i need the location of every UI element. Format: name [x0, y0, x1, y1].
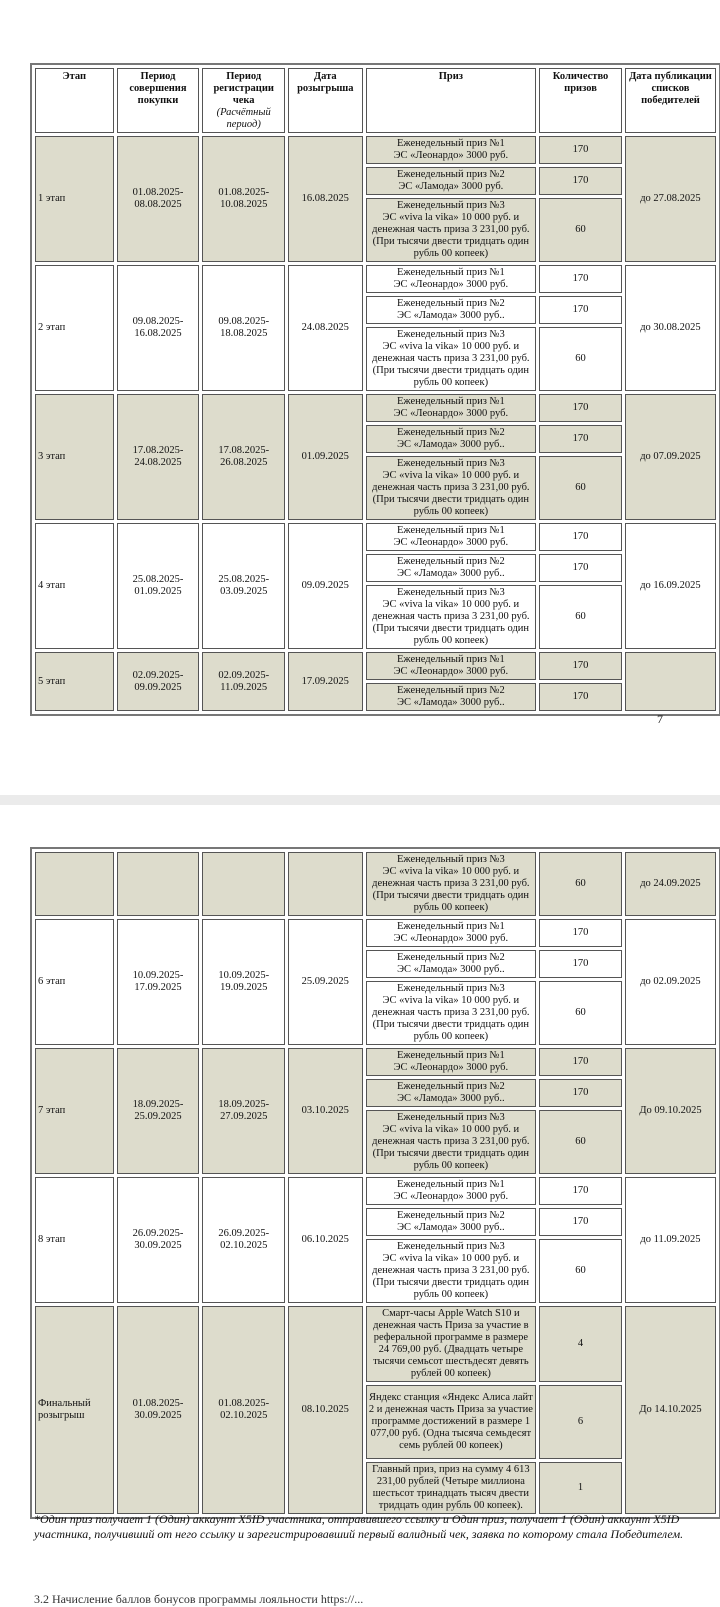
quantity-cell: 60 — [539, 852, 622, 916]
publication-date-cell: до 11.09.2025 — [625, 1177, 716, 1303]
prize-cell: Еженедельный приз №1 ЭС «Леонардо» 3000 руб. — [366, 394, 537, 422]
header-purchase-period: Период совершения покупки — [117, 68, 200, 133]
draw-date-cell: 24.08.2025 — [288, 265, 362, 391]
prize-cell: Еженедельный приз №3 ЭС «viva la vika» 10 000 руб. и денежная часть приза 3 231,00 руб. (При тысячи двести тридцать один рубль 00 копеек) — [366, 1110, 537, 1174]
header-check-period-label: Период регистрации чека — [213, 71, 274, 106]
prize-cell: Смарт-часы Apple Watch S10 и денежная часть Приза за участие в реферальной программе в размере 24 769,00 руб. (Двадцать четыре тысячи семьсот шестьдесят девять рублей 00 копеек) — [366, 1306, 537, 1382]
stage-cell: 2 этап — [35, 265, 114, 391]
table-row — [35, 1177, 716, 1205]
table-row — [35, 394, 716, 422]
table-row — [35, 1048, 716, 1076]
purchase-period-cell: 26.09.2025- 30.09.2025 — [117, 1177, 200, 1303]
quantity-cell: 170 — [539, 1048, 622, 1076]
prize-schedule-table — [30, 63, 720, 716]
publication-date-cell: до 02.09.2025 — [625, 919, 716, 1045]
quantity-cell: 170 — [539, 167, 622, 195]
table-row — [35, 652, 716, 680]
prize-cell: Еженедельный приз №3 ЭС «viva la vika» 10 000 руб. и денежная часть приза 3 231,00 руб. (При тысячи двести тридцать один рубль 00 копеек) — [366, 327, 537, 391]
next-section-line: 3.2 Начисление баллов бонусов программы лояльности https://... — [34, 1592, 364, 1606]
check-period-cell — [202, 852, 285, 916]
purchase-period-cell: 17.08.2025- 24.08.2025 — [117, 394, 200, 520]
prize-cell: Еженедельный приз №1 ЭС «Леонардо» 3000 руб. — [366, 136, 537, 164]
header-prize: Приз — [366, 68, 537, 133]
document-page-2 — [0, 805, 720, 1600]
table-header-row — [35, 68, 716, 133]
quantity-cell: 60 — [539, 198, 622, 262]
table-body — [35, 136, 716, 711]
quantity-cell: 60 — [539, 1239, 622, 1303]
prize-cell: Еженедельный приз №3 ЭС «viva la vika» 10 000 руб. и денежная часть приза 3 231,00 руб. (При тысячи двести тридцать один рубль 00 копеек) — [366, 981, 537, 1045]
prize-cell: Еженедельный приз №2 ЭС «Ламода» 3000 руб.. — [366, 950, 537, 978]
purchase-period-cell: 02.09.2025- 09.09.2025 — [117, 652, 200, 711]
page-separator — [0, 795, 720, 805]
purchase-period-cell: 10.09.2025- 17.09.2025 — [117, 919, 200, 1045]
quantity-cell: 170 — [539, 296, 622, 324]
quantity-cell: 60 — [539, 1110, 622, 1174]
stage-cell: 5 этап — [35, 652, 114, 711]
header-draw-date: Дата розыгрыша — [288, 68, 362, 133]
table-row — [35, 136, 716, 164]
prize-cell: Еженедельный приз №2 ЭС «Ламода» 3000 руб.. — [366, 1208, 537, 1236]
quantity-cell: 170 — [539, 683, 622, 711]
header-publication: Дата публикации списков победителей — [625, 68, 716, 133]
stage-cell: 8 этап — [35, 1177, 114, 1303]
table-body-continued — [35, 852, 716, 1514]
prize-cell: Еженедельный приз №1 ЭС «Леонардо» 3000 руб. — [366, 1048, 537, 1076]
draw-date-cell: 01.09.2025 — [288, 394, 362, 520]
table-row — [35, 265, 716, 293]
publication-date-cell: до 27.08.2025 — [625, 136, 716, 262]
header-check-period-sub: (Расчётный период) — [216, 107, 271, 130]
purchase-period-cell — [117, 852, 200, 916]
stage-cell: 7 этап — [35, 1048, 114, 1174]
stage-cell: 6 этап — [35, 919, 114, 1045]
prize-cell: Еженедельный приз №3 ЭС «viva la vika» 10 000 руб. и денежная часть приза 3 231,00 руб. (При тысячи двести тридцать один рубль 00 копеек) — [366, 852, 537, 916]
check-period-cell: 02.09.2025- 11.09.2025 — [202, 652, 285, 711]
prize-cell: Яндекс станция «Яндекс Алиса лайт 2 и денежная часть Приза за участие программе достижений в размере 1 077,00 руб. (Одна тысяча семьдесят семь рублей 00 копеек) — [366, 1385, 537, 1459]
prize-cell: Еженедельный приз №2 ЭС «Ламода» 3000 руб.. — [366, 296, 537, 324]
header-stage: Этап — [35, 68, 114, 133]
quantity-cell: 170 — [539, 652, 622, 680]
purchase-period-cell: 01.08.2025- 08.08.2025 — [117, 136, 200, 262]
stage-cell: Финальный розыгрыш — [35, 1306, 114, 1514]
document-page-1 — [0, 0, 720, 795]
check-period-cell: 01.08.2025- 10.08.2025 — [202, 136, 285, 262]
purchase-period-cell: 25.08.2025- 01.09.2025 — [117, 523, 200, 649]
prize-cell: Еженедельный приз №2 ЭС «Ламода» 3000 руб.. — [366, 1079, 537, 1107]
draw-date-cell: 25.09.2025 — [288, 919, 362, 1045]
prize-cell: Еженедельный приз №2 ЭС «Ламода» 3000 руб.. — [366, 683, 537, 711]
check-period-cell: 01.08.2025- 02.10.2025 — [202, 1306, 285, 1514]
quantity-cell: 170 — [539, 1208, 622, 1236]
publication-date-cell: до 16.09.2025 — [625, 523, 716, 649]
quantity-cell: 170 — [539, 136, 622, 164]
publication-date-cell: До 09.10.2025 — [625, 1048, 716, 1174]
check-period-cell: 18.09.2025- 27.09.2025 — [202, 1048, 285, 1174]
stage-cell: 3 этап — [35, 394, 114, 520]
check-period-cell: 09.08.2025- 18.08.2025 — [202, 265, 285, 391]
publication-date-cell: До 14.10.2025 — [625, 1306, 716, 1514]
table-row — [35, 919, 716, 947]
check-period-cell: 10.09.2025- 19.09.2025 — [202, 919, 285, 1045]
draw-date-cell: 03.10.2025 — [288, 1048, 362, 1174]
table-row — [35, 852, 716, 916]
quantity-cell: 170 — [539, 919, 622, 947]
prize-cell: Еженедельный приз №1 ЭС «Леонардо» 3000 руб. — [366, 1177, 537, 1205]
quantity-cell: 60 — [539, 585, 622, 649]
prize-cell: Еженедельный приз №2 ЭС «Ламода» 3000 руб. — [366, 167, 537, 195]
quantity-cell: 170 — [539, 425, 622, 453]
prize-cell: Главный приз, приз на сумму 4 613 231,00 рублей (Четыре миллиона шестьсот тринадцать тысяч двести тридцать один рубль 00 копеек). — [366, 1462, 537, 1514]
prize-cell: Еженедельный приз №1 ЭС «Леонардо» 3000 руб. — [366, 523, 537, 551]
quantity-cell: 60 — [539, 981, 622, 1045]
prize-cell: Еженедельный приз №3 ЭС «viva la vika» 10 000 руб. и денежная часть приза 3 231,00 руб. (При тысячи двести тридцать один рубль 00 копеек) — [366, 1239, 537, 1303]
prize-cell: Еженедельный приз №1 ЭС «Леонардо» 3000 руб. — [366, 652, 537, 680]
footnote: *Один приз получает 1 (Один) аккаунт X5ID участника, отправившего ссылку и Один приз, получает 1 (Один) аккаунт X5ID участника, получивший от него ссылку и зарегистрировавший первый валидный чек, заявка по которому стала Победителем. — [34, 1512, 684, 1541]
prize-cell: Еженедельный приз №2 ЭС «Ламода» 3000 руб.. — [366, 425, 537, 453]
quantity-cell: 60 — [539, 456, 622, 520]
header-quantity: Количество призов — [539, 68, 622, 133]
purchase-period-cell: 18.09.2025- 25.09.2025 — [117, 1048, 200, 1174]
prize-cell: Еженедельный приз №3 ЭС «viva la vika» 10 000 руб. и денежная часть приза 3 231,00 руб. (При тысячи двести тридцать один рубль 00 копеек) — [366, 456, 537, 520]
draw-date-cell: 17.09.2025 — [288, 652, 362, 711]
quantity-cell: 60 — [539, 327, 622, 391]
stage-cell: 1 этап — [35, 136, 114, 262]
quantity-cell: 170 — [539, 950, 622, 978]
check-period-cell: 25.08.2025- 03.09.2025 — [202, 523, 285, 649]
draw-date-cell: 09.09.2025 — [288, 523, 362, 649]
table-row — [35, 523, 716, 551]
publication-date-cell — [625, 652, 716, 711]
check-period-cell: 26.09.2025- 02.10.2025 — [202, 1177, 285, 1303]
purchase-period-cell: 09.08.2025- 16.08.2025 — [117, 265, 200, 391]
draw-date-cell: 16.08.2025 — [288, 136, 362, 262]
prize-cell: Еженедельный приз №3 ЭС «viva la vika» 10 000 руб. и денежная часть приза 3 231,00 руб. (При тысячи двести тридцать один рубль 00 копеек) — [366, 198, 537, 262]
quantity-cell: 4 — [539, 1306, 622, 1382]
check-period-cell: 17.08.2025- 26.08.2025 — [202, 394, 285, 520]
quantity-cell: 170 — [539, 554, 622, 582]
prize-cell: Еженедельный приз №1 ЭС «Леонардо» 3000 руб. — [366, 265, 537, 293]
draw-date-cell: 06.10.2025 — [288, 1177, 362, 1303]
publication-date-cell: до 07.09.2025 — [625, 394, 716, 520]
quantity-cell: 1 — [539, 1462, 622, 1514]
header-check-period — [202, 68, 285, 133]
quantity-cell: 170 — [539, 523, 622, 551]
purchase-period-cell: 01.08.2025- 30.09.2025 — [117, 1306, 200, 1514]
quantity-cell: 170 — [539, 1177, 622, 1205]
stage-cell: 4 этап — [35, 523, 114, 649]
publication-date-cell: до 24.09.2025 — [625, 852, 716, 916]
prize-cell: Еженедельный приз №1 ЭС «Леонардо» 3000 руб. — [366, 919, 537, 947]
page-number: 7 — [657, 712, 663, 726]
prize-cell: Еженедельный приз №2 ЭС «Ламода» 3000 руб.. — [366, 554, 537, 582]
quantity-cell: 170 — [539, 394, 622, 422]
prize-schedule-table-continued — [30, 847, 720, 1519]
quantity-cell: 6 — [539, 1385, 622, 1459]
table-row — [35, 1306, 716, 1382]
quantity-cell: 170 — [539, 265, 622, 293]
draw-date-cell — [288, 852, 362, 916]
stage-cell — [35, 852, 114, 916]
quantity-cell: 170 — [539, 1079, 622, 1107]
prize-cell: Еженедельный приз №3 ЭС «viva la vika» 10 000 руб. и денежная часть приза 3 231,00 руб. (При тысячи двести тридцать один рубль 00 копеек) — [366, 585, 537, 649]
publication-date-cell: до 30.08.2025 — [625, 265, 716, 391]
draw-date-cell: 08.10.2025 — [288, 1306, 362, 1514]
